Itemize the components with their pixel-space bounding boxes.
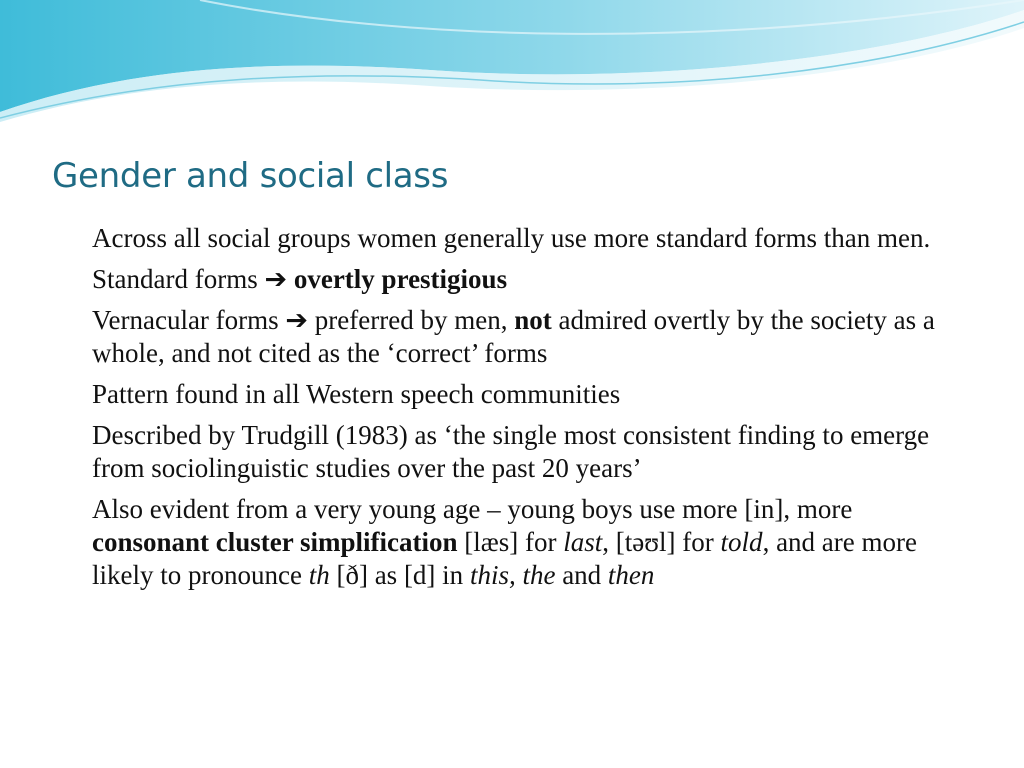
bullet-6-text-4: , and are more likely to pronounce <box>92 527 917 590</box>
bullet-6-italic-last: last <box>563 527 603 557</box>
bullet-6-italic-this-the: this, the <box>469 560 556 590</box>
bullet-6-italic-then: then <box>607 560 655 590</box>
bullet-2 <box>92 263 972 296</box>
bullet-2-bold: overtly prestigious <box>293 264 508 294</box>
bullet-3-bold: not <box>514 305 552 335</box>
bullet-6-italic-told: told <box>720 527 763 557</box>
bullet-6-text-2: [læs] for <box>457 527 564 557</box>
bullet-3-text-3: admired overtly by the society as a whole, and not cited as the ‘correct’ forms <box>92 305 935 368</box>
bullet-6-text-5: [ð] as [d] in <box>329 560 470 590</box>
bullet-1: Across all social groups women generally use more standard forms than men. <box>92 223 931 253</box>
bullet-4: Pattern found in all Western speech communities <box>92 379 621 409</box>
bullet-6-italic-th: th <box>308 560 330 590</box>
bullet-6-text: Also evident from a very young age – young boys use more [in], more <box>92 494 853 524</box>
bullet-3-text: Vernacular forms <box>92 305 286 335</box>
slide-body <box>92 222 972 600</box>
arrow-icon: ➔ <box>264 264 288 294</box>
bullet-6 <box>92 493 972 592</box>
bullet-2-text: Standard forms <box>92 264 265 294</box>
bullet-6-text-3: , [təʊl] for <box>602 527 721 557</box>
bullet-6-bold: consonant cluster simplification <box>92 527 458 557</box>
bullet-6-text-6: and <box>555 560 608 590</box>
arrow-icon: ➔ <box>285 305 309 335</box>
bullet-3 <box>92 304 972 370</box>
header-wave-decoration <box>0 0 1024 130</box>
bullet-5: Described by Trudgill (1983) as ‘the single most consistent finding to emerge from sociolinguistic studies over the past 20 years’ <box>92 420 930 483</box>
slide-title: Gender and social class <box>52 156 449 196</box>
bullet-3-text-2: preferred by men, <box>308 305 515 335</box>
